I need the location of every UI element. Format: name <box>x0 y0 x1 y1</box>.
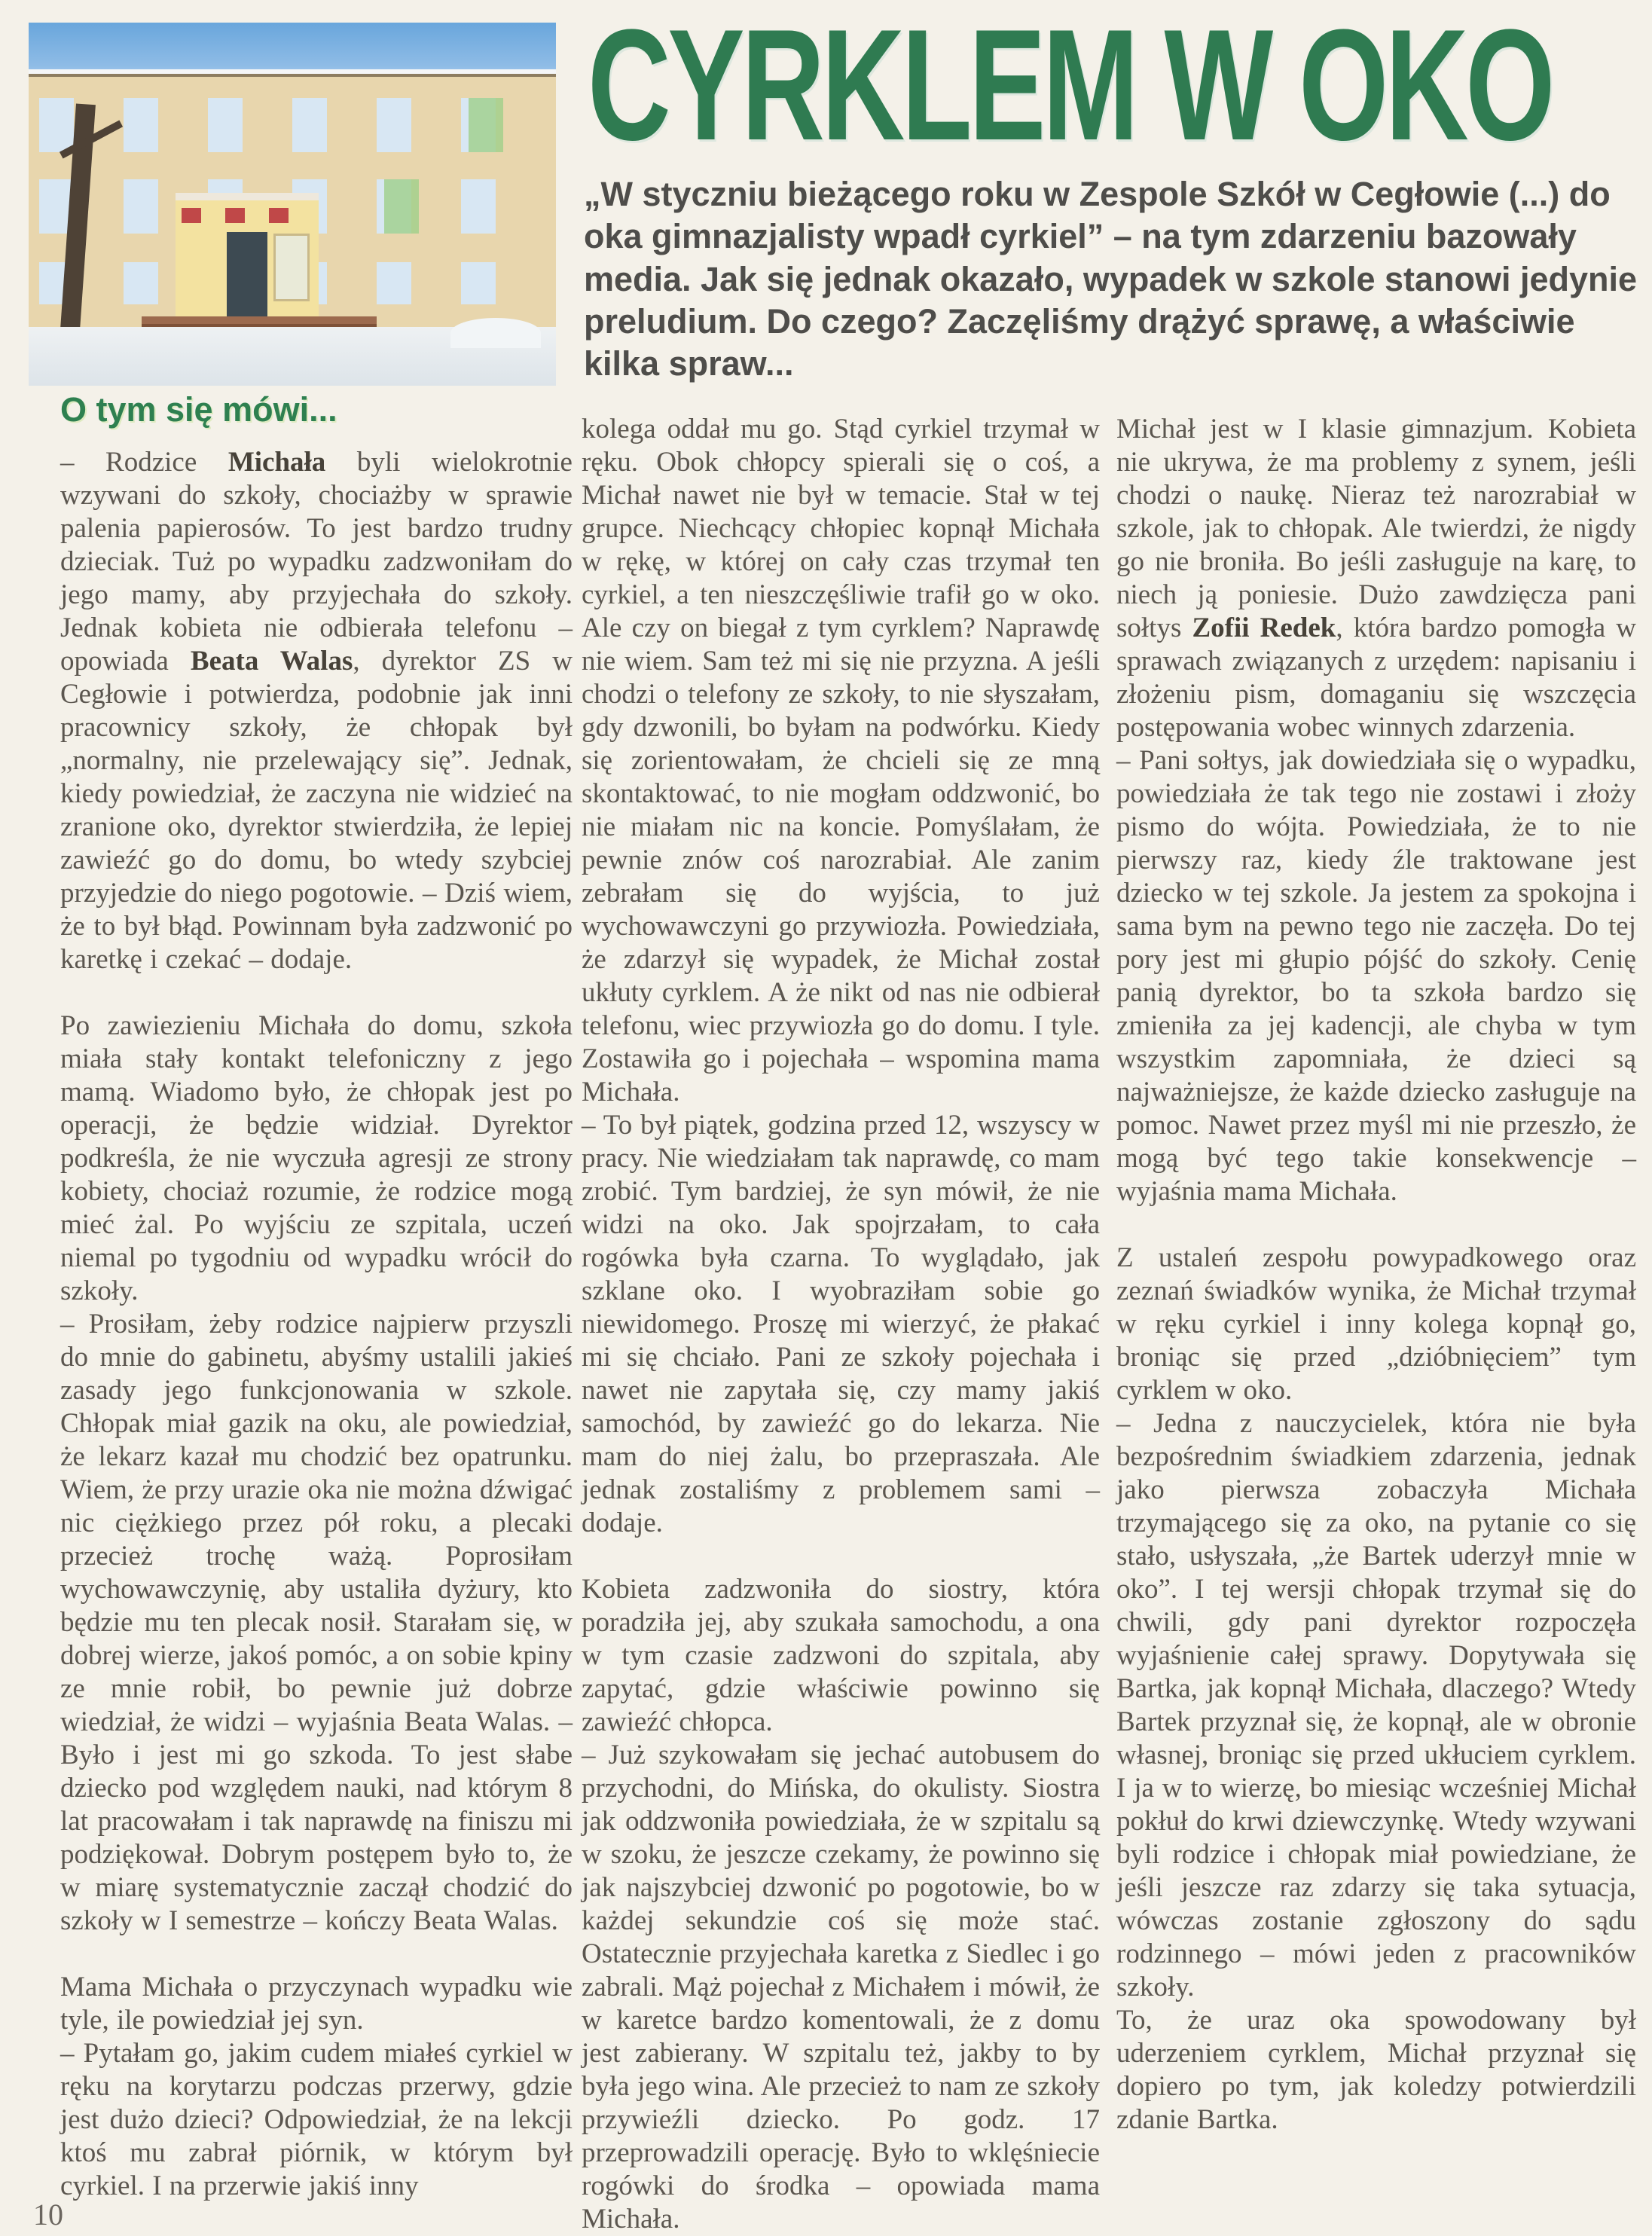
paragraph-text: kolega oddał mu go. Stąd cyrkiel trzymał w ręku. Obok chłopcy spierali się o coś, a Michał nawet nie był w temacie. Stał w tej grupce. Niechcący chłopiec kopnął Michała w rękę, w której on cały czas trzymał ten cyrkiel, a ten nieszczęśliwie trafił go w oko. Ale czy on biegał z tym cyrklem? Naprawdę nie wiem. Sam też mi się nie przyzna. A jeśli chodzi o telefony ze szkoły, to nie słyszałam, gdy dzwonili, bo byłam na podwórku. Kiedy się zorientowałam, że chcieli się ze mną skontaktować, to nie mogłam oddzwonić, bo nie miałam nic na koncie. Pomyślałam, że pewnie znów coś narozrabiał. Ale zanim zebrałam się do wyjścia, to już wychowawczyni go przywiozła. Powiedziała, że zdarzył się wypadek, że Michał został ukłuty cyrklem. A że nikt od nas nie odbierał telefonu, wiec przywiozła go do domu. I tyle. Zostawiła go i pojechała – wspomina mama Michała. <box>582 414 1100 1107</box>
article-paragraph <box>1116 2004 1636 2137</box>
photo-entrance-banner <box>182 208 313 223</box>
photo-snow-pile <box>450 318 541 348</box>
paragraph-text: Mama Michała o przyczynach wypadku wie tyle, ile powiedział jej syn. <box>60 1972 573 2036</box>
page-number: 10 <box>33 2198 63 2231</box>
paragraph-text: – Pani sołtys, jak dowiedziała się o wypadku, powiedziała że tak tego nie zostawi i złoży pismo do wójta. Powiedziała, że to nie pierwszy raz, kiedy źle traktowane jest dziecko w tej szkole. Ja jestem za spokojna i sama bym na pewno tego nie zaczęła. Do tej pory jest mi głupio pójść do szkoły. Cenię panią dyrektor, bo ta szkoła bardzo się zmieniła za jej kadencji, ale chyba w tym wszystkim zapomniała, że dzieci są najważniejsze, że każde dziecko zasługuje na pomoc. Nawet przez myśl mi nie przeszło, że mogą być tego takie konsekwencje – wyjaśnia mama Michała. <box>1116 745 1636 1207</box>
article-lead: „W styczniu bieżącego roku w Zespole Szkół w Cegłowie (...) do oka gimnazjalisty wpadł cyrkiel” – na tym zdarzeniu bazowały media. Jak się jednak okazało, wypadek w szkole stanowi jedynie preludium. Do czego? Zaczęliśmy drążyć sprawę, a właściwie kilka spraw... <box>584 175 1638 383</box>
paragraph-text: – Pytałam go, jakim cudem miałeś cyrkiel w ręku na korytarzu podczas przerwy, gdzie jest dużo dzieci? Odpowiedział, że na lekcji ktoś mu zabrał piórnik, w którym był cyrkiel. I na przerwie jakiś inny <box>60 2038 573 2201</box>
paragraph-text: – Jedna z nauczycielek, która nie była bezpośrednim świadkiem zdarzenia, jednak jako pierwsza zobaczyła Michała trzymającego się za oko, na pytanie co się stało, usłyszała, „że Bartek uderzył mnie w oko”. I tej wersji chłopak trzymał się do chwili, gdy pani dyrektor rozpoczęła wyjaśnienie całej sprawy. Dopytywała się Bartka, jak kopnął Michała, dlaczego? Wtedy Bartek przyznał się, że kopnął, ale w obronie własnej, broniąc się przed ukłuciem cyrklem. I ja w to wierzę, bo miesiąc wcześniej Michał pokłuł do krwi dziewczynkę. Wtedy wzywani byli rodzice i chłopak miał powiedziane, że jeśli jeszcze raz zdarzy się taka sytuacja, wówczas zostanie zgłoszony do sądu rodzinnego – mówi jeden z pracowników szkoły. <box>1116 1408 1636 2002</box>
paragraph-text: – Rodzice <box>60 447 228 478</box>
article-paragraph <box>1116 744 1636 1208</box>
photo-entrance-porch <box>176 193 319 318</box>
section-header: O tym się mówi... <box>60 390 337 429</box>
article-paragraph <box>582 1109 1100 1540</box>
article-headline: CYRKLEM W OKO <box>588 0 1553 173</box>
article-paragraph <box>1116 1242 1636 1407</box>
paragraph-text: , która bardzo pomogła w sprawach związanych z urzędem: napisaniu i złożeniu pism, domaganiu się wszczęcia postępowania wobec winnych zdarzenia. <box>1116 612 1637 743</box>
paragraph-text: Z ustaleń zespołu powypadkowego oraz zeznań świadków wynika, że Michał trzymał w ręku cyrkiel i inny kolega kopnął go, broniąc się przed „dzióbnięciem” tym cyrklem w oko. <box>1116 1242 1636 1406</box>
article-paragraph <box>582 413 1100 1109</box>
article-column-3 <box>1116 413 1636 2137</box>
person-name-bold: Michała <box>227 447 326 478</box>
article-paragraph <box>582 1573 1100 1739</box>
paragraph-text: – Prosiłam, żeby rodzice najpierw przyszli do mnie do gabinetu, abyśmy ustalili jakieś zasady jego funkcjonowania w szkole. Chłopak miał gazik na oku, ale powiedział, że lekarz kazał mu chodzić bez opatrunku. Wiem, że przy urazie oka nie można dźwigać nic ciężkiego przez pół roku, a plecaki przecież trochę ważą. Poprosiłam wychowawczynię, aby ustaliła dyżury, kto będzie mu ten plecak nosił. Starałam się, w dobrej wierze, jakoś pomóc, a on sobie kpiny ze mnie robił, bo pewnie już dobrze wiedział, że widzi – wyjaśnia Beata Walas. – Było i jest mi go szkoda. To jest słabe dziecko pod względem nauki, nad którym 8 lat pracowałam i tak naprawdę na finiszu mi podziękował. Dobrym postępem było to, że w miarę systematycznie zaczął chodzić do szkoły w I semestrze – kończy Beata Walas. <box>60 1309 573 1936</box>
photo-window-curtain <box>384 179 419 234</box>
article-paragraph <box>60 1010 573 1308</box>
paragraph-text: byli wielokrotnie wzywani do szkoły, chociażby w sprawie palenia papierosów. To jest bardzo trudny dzieciak. Tuż po wypadku zadzwoniłam do jego mamy, aby przyjechała do szkoły. Jednak kobieta nie odbierała telefonu – opowiada <box>60 447 573 677</box>
article-paragraph <box>60 1308 573 1938</box>
photo-notice-board <box>273 234 310 301</box>
paragraph-text: – Już szykowałam się jechać autobusem do przychodni, do Mińska, do okulisty. Siostra jak oddzwoniła powiedziała, że w szpitalu są w szoku, że jeszcze czekamy, że powinno się jak najszybciej dzwonić po pogotowie, bo w każdej sekundzie coś się może stać. Ostatecznie przyjechała karetka z Siedlec i go zabrali. Mąż pojechał z Michałem i mówił, że w karetce bardzo komentowali, że z domu jest zabierany. W szpitalu też, jakby to by była jego wina. Ale przecież to nam ze szkoły przywieźli dziecko. Po godz. 17 przeprowadzili operację. Było to wklęśniecie rogówki do środka – opowiada mama Michała. <box>582 1740 1100 2234</box>
paragraph-text: Po zawiezieniu Michała do domu, szkoła miała stały kontakt telefoniczny z jego mamą. Wiadomo było, że chłopak jest po operacji, że będzie widział. Dyrektor podkreśla, że nie wyczuła agresji ze strony kobiety, chociaż rozumie, że rodzice mogą mieć żal. Po wyjściu ze szpitala, uczeń niemal po tygodniu od wypadku wrócił do szkoły. <box>60 1010 573 1306</box>
paragraph-text: , dyrektor ZS w Cegłowie i potwierdza, podobnie jak inni pracownicy szkoły, że chłopak był „normalny, nie przelewający się”. Jednak, kiedy powiedział, że zaczyna nie widzieć na zranione oko, dyrektor stwierdziła, że lepiej zawieźć go do domu, bo wtedy szybciej przyjedzie do niego pogotowie. – Dziś wiem, że to był błąd. Powinnam była zadzwonić po karetkę i czekać – dodaje. <box>60 646 573 975</box>
photo-roofline <box>29 69 556 77</box>
article-paragraph <box>60 446 573 976</box>
article-paragraph <box>1116 413 1636 744</box>
paragraph-text: Michał jest w I klasie gimnazjum. Kobieta nie ukrywa, że ma problemy z synem, jeśli chodzi o naukę. Nieraz też narozrabiał w szkole, jak to chłopak. Ale twierdzi, że nigdy go nie broniła. Bo jeśli zasługuje na karę, to niech ją poniesie. Dużo zawdzięcza pani sołtys <box>1116 414 1636 643</box>
article-paragraph <box>582 1739 1100 2236</box>
photo-window-curtain <box>469 98 503 152</box>
article-paragraph <box>60 1971 573 2037</box>
article-paragraph <box>60 2037 573 2203</box>
photo-entrance-door <box>227 232 267 325</box>
school-building-photo <box>29 23 556 386</box>
article-paragraph <box>1116 1407 1636 2004</box>
paragraph-text: – To był piątek, godzina przed 12, wszyscy w pracy. Nie wiedziałam tak naprawdę, co mam zrobić. Tym bardziej, że syn mówił, że nie widzi na oko. Jak spojrzałam, to cała rogówka była czarna. To wyglądało, jak szklane oko. I wyobraziłam sobie go niewidomego. Proszę mi wierzyć, że płakać mi się chciało. Pani ze szkoły pojechała i nawet nie zapytała się, czy mamy jakiś samochód, by zawieźć go do lekarza. Nie mam do niej żalu, bo przepraszała. Ale jednak zostaliśmy z problemem sami – dodaje. <box>582 1110 1100 1538</box>
article-column-2 <box>582 413 1100 2236</box>
article-column-1 <box>60 446 573 2203</box>
person-name-bold: Beata Walas <box>190 646 353 677</box>
paragraph-text: Kobieta zadzwoniła do siostry, która poradziła jej, aby szukała samochodu, a ona w tym czasie zadzwoni do szpitala, aby zapytać, gdzie właściwie powinno się zawieźć chłopca. <box>582 1574 1100 1737</box>
paragraph-text: To, że uraz oka spowodowany był uderzeniem cyrklem, Michał przyznał się dopiero po tym, jak koledzy potwierdzili zdanie Bartka. <box>1116 2005 1636 2135</box>
person-name-bold: Zofii Redek <box>1192 612 1336 643</box>
